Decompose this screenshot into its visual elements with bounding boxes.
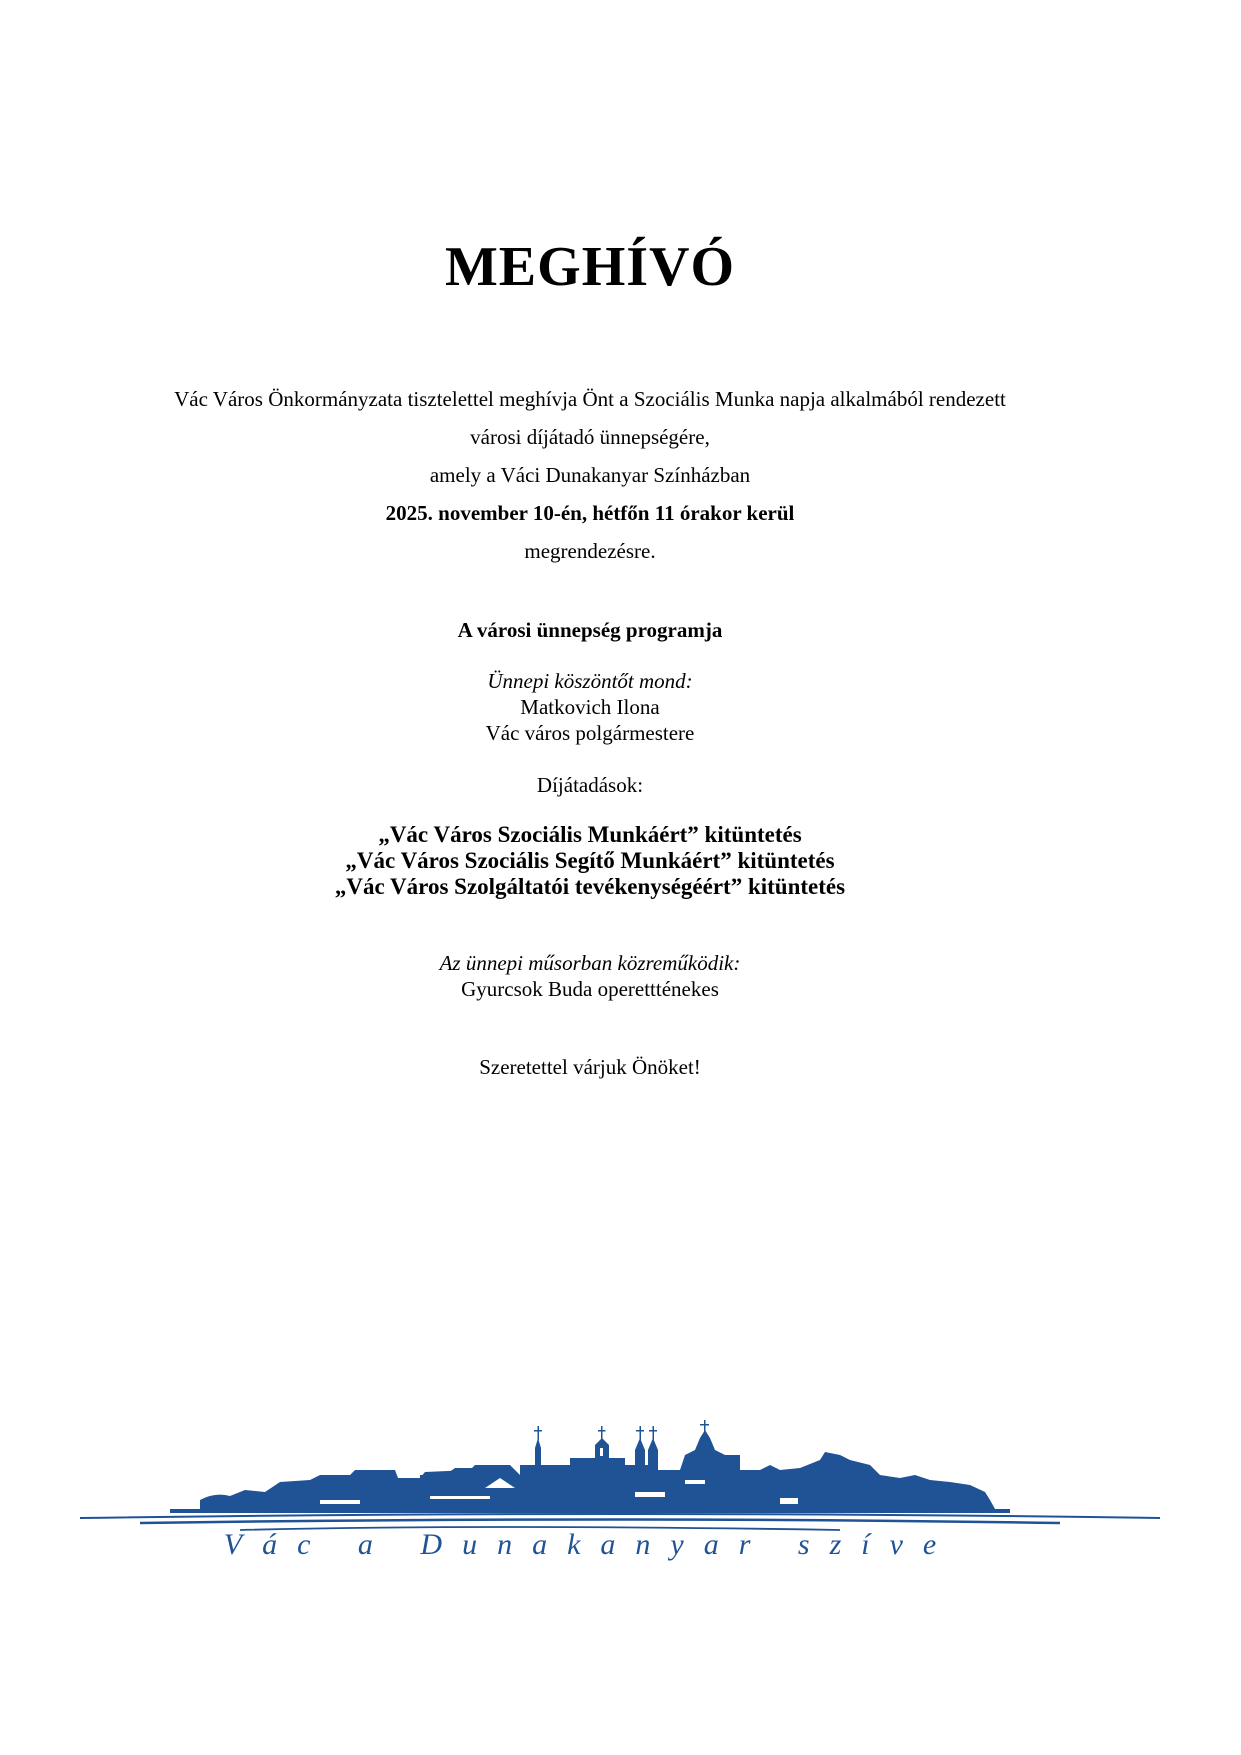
award-item: „Vác Város Szociális Munkáért” kitüntetés — [378, 822, 802, 847]
closing-line: Szeretettel várjuk Önöket! — [479, 1055, 701, 1079]
speaker-title: Vác város polgármestere — [485, 721, 695, 745]
intro-line-2: városi díjátadó ünnepségére, — [470, 425, 710, 449]
intro-line-1: Vác Város Önkormányzata tisztelettel meghívja Önt a Szociális Munka napja alkalmából rendezett — [174, 387, 1006, 411]
performer-label: Az ünnepi műsorban közreműködik: — [439, 951, 741, 975]
event-date: 2025. november 10-én, hétfőn 11 órakor kerül — [385, 501, 795, 525]
logo-tagline: Vác a Dunakanyar szíve — [223, 1528, 957, 1561]
intro-line-3: amely a Váci Dunakanyar Színházban — [429, 463, 751, 487]
vac-city-skyline-logo-icon — [80, 1420, 1160, 1590]
speaker-name: Matkovich Ilona — [520, 695, 660, 719]
award-item: „Vác Város Szociális Segítő Munkáért” kitüntetés — [345, 848, 835, 873]
performer-name: Gyurcsok Buda operettténekes — [461, 977, 719, 1001]
page-title: MEGHÍVÓ — [444, 236, 736, 298]
awards-label: Díjátadások: — [536, 773, 644, 797]
greeting-label: Ünnepi köszöntőt mond: — [487, 669, 693, 693]
award-item: „Vác Város Szolgáltatói tevékenységéért” kitüntetés — [334, 874, 846, 899]
skyline-silhouette — [170, 1420, 1010, 1513]
program-heading: A városi ünnepség programja — [457, 618, 723, 642]
intro-line-5: megrendezésre. — [524, 539, 656, 563]
